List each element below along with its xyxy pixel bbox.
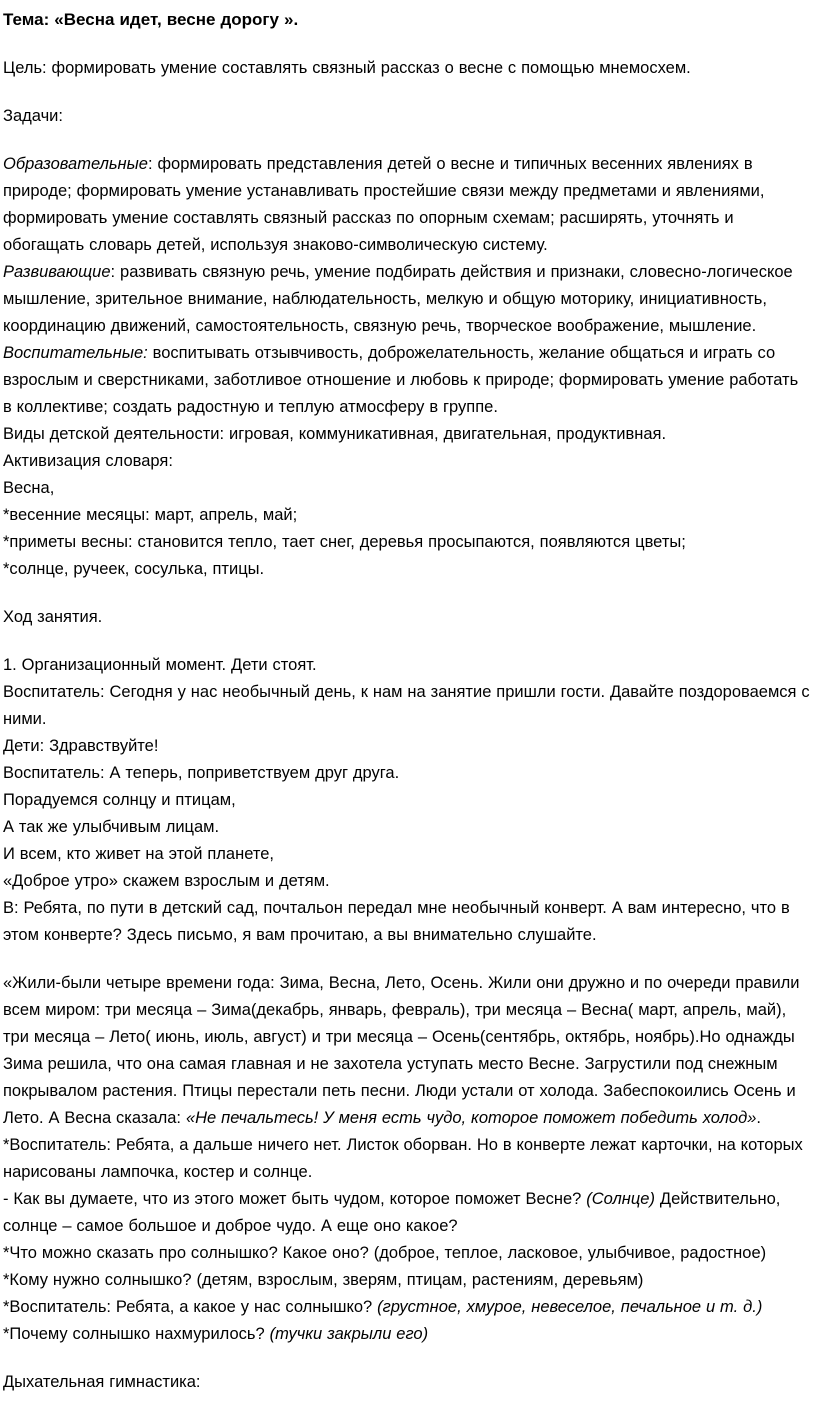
text-run: (тучки закрыли его) <box>269 1325 429 1343</box>
text-run: Задачи: <box>3 107 63 125</box>
paragraph <box>3 151 811 259</box>
paragraph <box>3 340 811 421</box>
paragraph <box>3 259 811 340</box>
text-run: : развивать связную речь, умение подбирать действия и признаки, словесно-логическое мышление, зрительное внимание, наблюдательность, мелкую и общую моторику, инициативность, координацию движений, самостоятельность, связную речь, творческое воображение, мышление. <box>3 263 793 335</box>
paragraph <box>3 475 811 502</box>
paragraph <box>3 1267 811 1294</box>
text-run: *Воспитатель: Ребята, а дальше ничего нет. Листок оборван. Но в конверте лежат карточки, на которых нарисованы лампочка, костер и солнце. <box>3 1136 803 1181</box>
text-run: *солнце, ручеек, сосулька, птицы. <box>3 560 265 578</box>
paragraph <box>3 1132 811 1186</box>
text-run: Воспитатель: А теперь, поприветствуем друг друга. <box>3 764 400 782</box>
text-run: Виды детской деятельности: игровая, коммуникативная, двигательная, продуктивная. <box>3 425 667 443</box>
text-run: *приметы весны: становится тепло, тает снег, деревья просыпаются, появляются цветы; <box>3 533 686 551</box>
paragraph <box>3 604 811 631</box>
paragraph <box>3 6 811 34</box>
paragraph <box>3 529 811 556</box>
paragraph <box>3 1321 811 1348</box>
paragraph <box>3 1186 811 1240</box>
text-run: Весна, <box>3 479 55 497</box>
text-run: воспитывать отзывчивость, доброжелательность, желание общаться и играть со взрослым и сверстниками, заботливое отношение и любовь к природе; формировать умение работать в коллективе; создать радостную и теплую атмосферу в группе. <box>3 344 799 416</box>
text-run: Образовательные <box>3 155 148 173</box>
text-run: (Солнце) <box>586 1190 655 1208</box>
text-run: В: Ребята, по пути в детский сад, почтальон передал мне необычный конверт. А вам интересно, что в этом конверте? Здесь письмо, я вам прочитаю, а вы внимательно слушайте. <box>3 899 790 944</box>
paragraph <box>3 1369 811 1396</box>
text-run: (грустное, хмурое, невеселое, печальное и т. д.) <box>377 1298 763 1316</box>
text-run: Цель: формировать умение составлять связный рассказ о весне с помощью мнемосхем. <box>3 59 691 77</box>
paragraph <box>3 679 811 733</box>
text-run: Развивающие <box>3 263 111 281</box>
text-run: Воспитатель: Сегодня у нас необычный день, к нам на занятие пришли гости. Давайте поздороваемся с ними. <box>3 683 810 728</box>
paragraph <box>3 556 811 583</box>
text-run: Дыхательная гимнастика: <box>3 1373 201 1391</box>
paragraph <box>3 970 811 1132</box>
paragraph <box>3 733 811 760</box>
paragraph <box>3 1240 811 1267</box>
text-run: А так же улыбчивым лицам. <box>3 818 220 836</box>
paragraph <box>3 868 811 895</box>
text-run: Порадуемся солнцу и птицам, <box>3 791 236 809</box>
paragraph <box>3 103 811 130</box>
text-run: *весенние месяцы: март, апрель, май; <box>3 506 298 524</box>
paragraph <box>3 652 811 679</box>
text-run: - Как вы думаете, что из этого может быть чудом, которое поможет Весне? <box>3 1190 587 1208</box>
text-run: Дети: Здравствуйте! <box>3 737 159 755</box>
paragraph <box>3 448 811 475</box>
paragraph <box>3 787 811 814</box>
text-run: «Не печальтесь! У меня есть чудо, которое поможет победить холод» <box>185 1109 757 1127</box>
text-run: «Доброе утро» скажем взрослым и детям. <box>3 872 330 890</box>
text-run: «Жили-были четыре времени года: Зима, Весна, Лето, Осень. Жили они дружно и по очереди правили всем миром: три месяца – Зима(декабрь, январь, февраль), три месяца – Весна( март, апрель, май), три месяца – Лето( июнь, июль, август) и три месяца – Осень(сентябрь, октябрь, ноябрь).Но однажды Зима решила, что она самая главная и не захотела уступать место Весне. Загрустили под снежным покрывалом растения. Птицы перестали петь песни. Люди устали от холода. Забеспокоились Осень и Лето. А Весна сказала: <box>3 974 800 1127</box>
text-run: *Почему солнышко нахмурилось? <box>3 1325 270 1343</box>
text-run: Тема: «Весна идет, весне дорогу ». <box>3 10 299 29</box>
paragraph <box>3 760 811 787</box>
text-run: 1. Организационный момент. Дети стоят. <box>3 656 317 674</box>
text-run: Воспитательные: <box>3 344 148 362</box>
paragraph <box>3 502 811 529</box>
paragraph <box>3 841 811 868</box>
paragraph <box>3 421 811 448</box>
text-run: *Воспитатель: Ребята, а какое у нас солнышко? <box>3 1298 378 1316</box>
text-run: Действительно, солнце – самое большое и доброе чудо. А еще оно какое? <box>3 1190 781 1235</box>
text-run: : формировать представления детей о весне и типичных весенних явлениях в природе; формировать умение устанавливать простейшие связи между предметами и явлениями, формировать умение составлять связный рассказ по опорным схемам; расширять, уточнять и обогащать словарь детей, используя знаково-символическую систему. <box>3 155 765 254</box>
paragraph <box>3 55 811 82</box>
text-run: И всем, кто живет на этой планете, <box>3 845 274 863</box>
text-run: Активизация словаря: <box>3 452 173 470</box>
paragraph <box>3 814 811 841</box>
text-run: . <box>756 1109 761 1127</box>
paragraph <box>3 895 811 949</box>
text-run: *Кому нужно солнышко? (детям, взрослым, зверям, птицам, растениям, деревьям) <box>3 1271 644 1289</box>
document-body <box>3 6 811 1396</box>
text-run: Ход занятия. <box>3 608 103 626</box>
text-run: *Что можно сказать про солнышко? Какое оно? (доброе, теплое, ласковое, улыбчивое, радостное) <box>3 1244 767 1262</box>
paragraph <box>3 1294 811 1321</box>
